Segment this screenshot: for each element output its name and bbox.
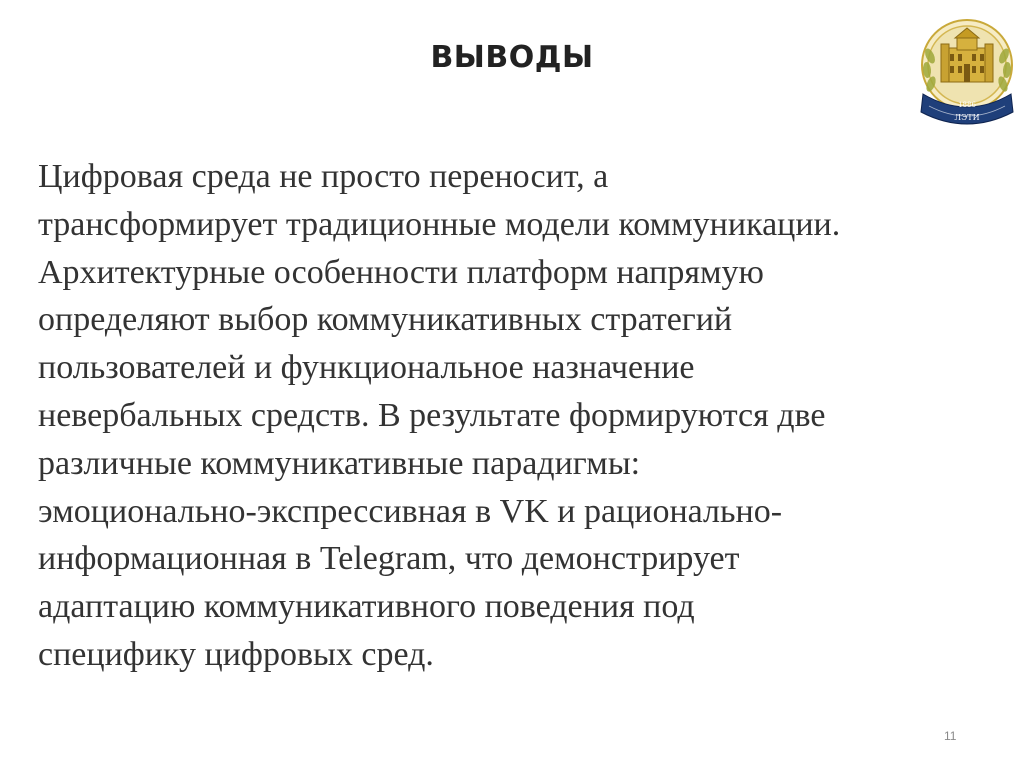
university-emblem-icon [917,8,1019,140]
emblem-abbr: ЛЭТИ [954,113,980,122]
text-line: пользователей и функциональное назначение [38,349,695,387]
page-number: 11 [944,729,957,743]
text-line: различные коммуникативные парадигмы: [38,444,641,482]
emblem-year: 1886 [958,101,976,109]
text-line: информационная в Telegram, что демонстрирует [38,540,740,578]
text-line: определяют выбор коммуникативных стратегий [38,301,733,339]
university-logo [917,8,1019,140]
slide-title: ВЫВОДЫ [430,40,594,75]
text-line: Цифровая среда не просто переносит, а [38,158,609,195]
text-line: специфику цифровых сред. [38,635,434,673]
text-line: невербальных средств. В результате формируются две [38,396,826,434]
text-line: Архитектурные особенности платформ напрямую [38,253,764,291]
conclusion-text [38,153,988,679]
text-line: трансформирует традиционные модели коммуникации. [38,205,841,243]
text-line: адаптацию коммуникативного поведения под [38,588,695,626]
text-line: эмоционально-экспрессивная в VK и рационально- [38,492,783,530]
